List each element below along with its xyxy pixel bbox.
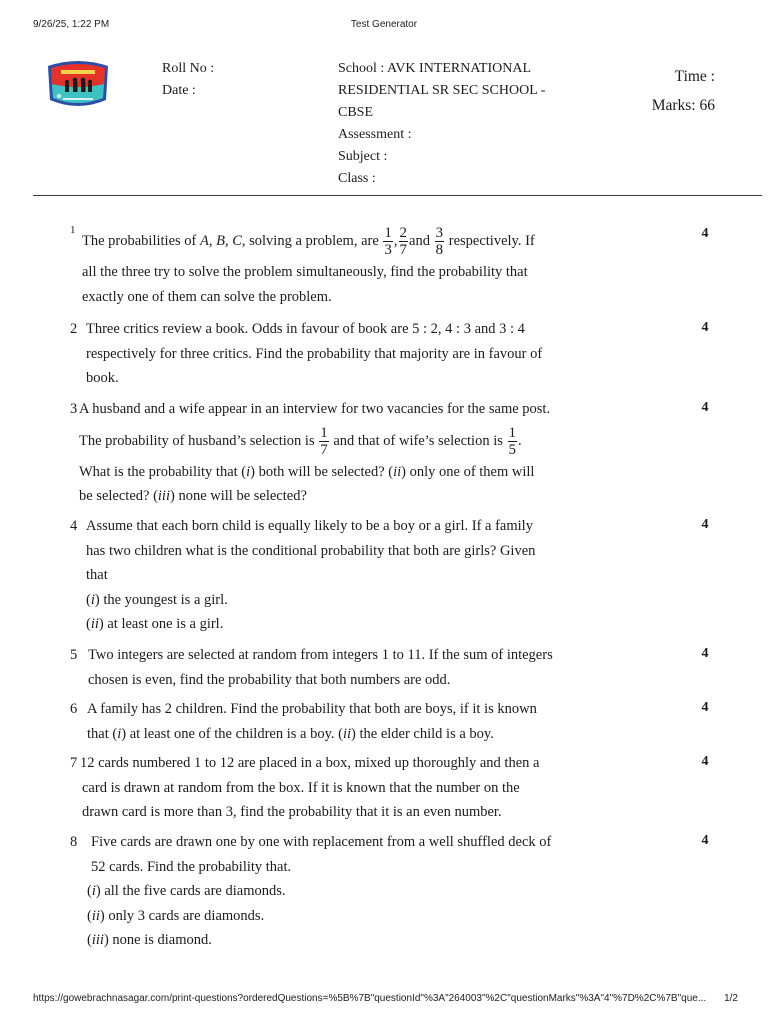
time-label: Time : (674, 68, 715, 85)
question-marks: 4 (701, 517, 709, 532)
total-marks: Marks: 66 (651, 97, 715, 114)
question-line: chosen is even, find the probability that both numbers are odd. (88, 671, 451, 688)
question-marks: 4 (701, 754, 709, 769)
school-name-line3: CBSE (338, 105, 374, 120)
question-line: 52 cards. Find the probability that. (91, 858, 292, 875)
school-info (338, 58, 578, 190)
print-header (0, 19, 768, 33)
question-2 (70, 317, 630, 391)
question-number: 8 (70, 834, 78, 850)
question-line: Three critics review a book. Odds in favour of book are 5 : 2, 4 : 3 and 3 : 4 (86, 321, 525, 337)
question-line: What is the probability that (i) both will be selected? (ii) only one of them will (79, 463, 535, 480)
question-line: (i) all the five cards are diamonds. (87, 883, 286, 899)
question-line: that (86, 567, 108, 583)
subject-label: Subject : (338, 149, 388, 164)
question-line: 12 cards numbered 1 to 12 are placed in a box, mixed up thoroughly and then a (80, 755, 540, 771)
question-number: 6 (70, 701, 78, 717)
question-line: A husband and a wife appear in an interview for two vacancies for the same post. (79, 401, 551, 417)
question-line: card is drawn at random from the box. If it is known that the number on the (82, 779, 520, 796)
student-info (162, 58, 214, 102)
fraction: $\frac{1}{5}$ (508, 424, 516, 458)
question-marks: 4 (701, 833, 709, 848)
question-1 (70, 222, 630, 309)
question-line: respectively for three critics. Find the probability that majority are in favour of (86, 345, 543, 362)
question-5 (70, 643, 630, 692)
question-number: 7 (70, 755, 78, 771)
fraction: $\frac{1}{7}$ (320, 424, 328, 458)
fraction: $\frac{3}{8}$ (435, 225, 444, 259)
question-3 (70, 397, 630, 509)
question-line: be selected? (iii) none will be selected? (79, 488, 307, 504)
question-marks: 4 (701, 226, 709, 241)
question-8 (70, 830, 630, 953)
question-line: Assume that each born child is equally likely to be a boy or a girl. If a family (86, 518, 533, 534)
question-line: A family has 2 children. Find the probability that both are boys, if it is known (87, 701, 537, 717)
print-page-number: 1/2 (724, 993, 738, 1004)
question-6 (70, 697, 630, 746)
date-label: Date : (162, 83, 196, 98)
question-line: Five cards are drawn one by one with replacement from a well shuffled deck of (91, 834, 552, 850)
school-logo (45, 58, 111, 110)
question-number: 2 (70, 321, 78, 337)
question-number: 4 (70, 518, 78, 534)
question-line: (ii) only 3 cards are diamonds. (87, 907, 265, 924)
question-line: all the three try to solve the problem simultaneously, find the probability that (82, 264, 528, 280)
assessment-label: Assessment : (338, 127, 412, 142)
question-marks: 4 (701, 320, 709, 335)
fraction: $\frac{1}{3}$ (384, 225, 392, 259)
question-line: (i) the youngest is a girl. (86, 591, 228, 608)
question-4 (70, 514, 630, 637)
school-name-line2: RESIDENTIAL SR SEC SCHOOL - (338, 83, 546, 98)
question-number: 3 (70, 401, 78, 417)
class-label: Class : (338, 171, 376, 186)
question-marks: 4 (701, 646, 709, 661)
question-line: The probabilities of A, B, C, solving a problem, are $\frac{1}{3}$ , $\frac{2}{7}$ and $\frac{3}{8}$ respectively. If (82, 225, 535, 259)
fraction: $\frac{2}{7}$ (399, 225, 408, 259)
question-line: has two children what is the conditional probability that both are girls? Given (86, 542, 536, 559)
question-line: Two integers are selected at random from integers 1 to 11. If the sum of integers (88, 647, 553, 663)
print-url: https://gowebrachnasagar.com/print-questions?orderedQuestions=%5B%7B"questionId"%3A"264003"%2C"questionMarks"%3A"4"%7D%2C%7B"que... (33, 993, 707, 1004)
question-line: The probability of husband’s selection is $\frac{1}{7}$ and that of wife’s selection is $\frac{1}{5}$ . (79, 424, 522, 458)
school-name-line1: School : AVK INTERNATIONAL (338, 61, 532, 76)
print-datetime: 9/26/25, 1:22 PM (33, 19, 110, 30)
question-number: 1 (70, 224, 76, 236)
print-page-title: Test Generator (350, 19, 418, 30)
question-line: (iii) none is diamond. (87, 932, 212, 948)
question-marks: 4 (701, 400, 709, 415)
question-marks: 4 (701, 700, 709, 715)
question-7 (70, 751, 630, 825)
question-number: 5 (70, 647, 78, 663)
header-divider (33, 195, 762, 196)
question-line: (ii) at least one is a girl. (86, 616, 224, 632)
question-line: exactly one of them can solve the problem. (82, 288, 332, 305)
question-line: book. (86, 370, 119, 386)
exam-meta (610, 62, 715, 120)
question-line: drawn card is more than 3, find the probability that it is an even number. (82, 804, 502, 820)
question-line: that (i) at least one of the children is a boy. (ii) the elder child is a boy. (87, 725, 494, 742)
roll-no-label: Roll No : (162, 61, 215, 76)
print-footer (0, 993, 768, 1007)
